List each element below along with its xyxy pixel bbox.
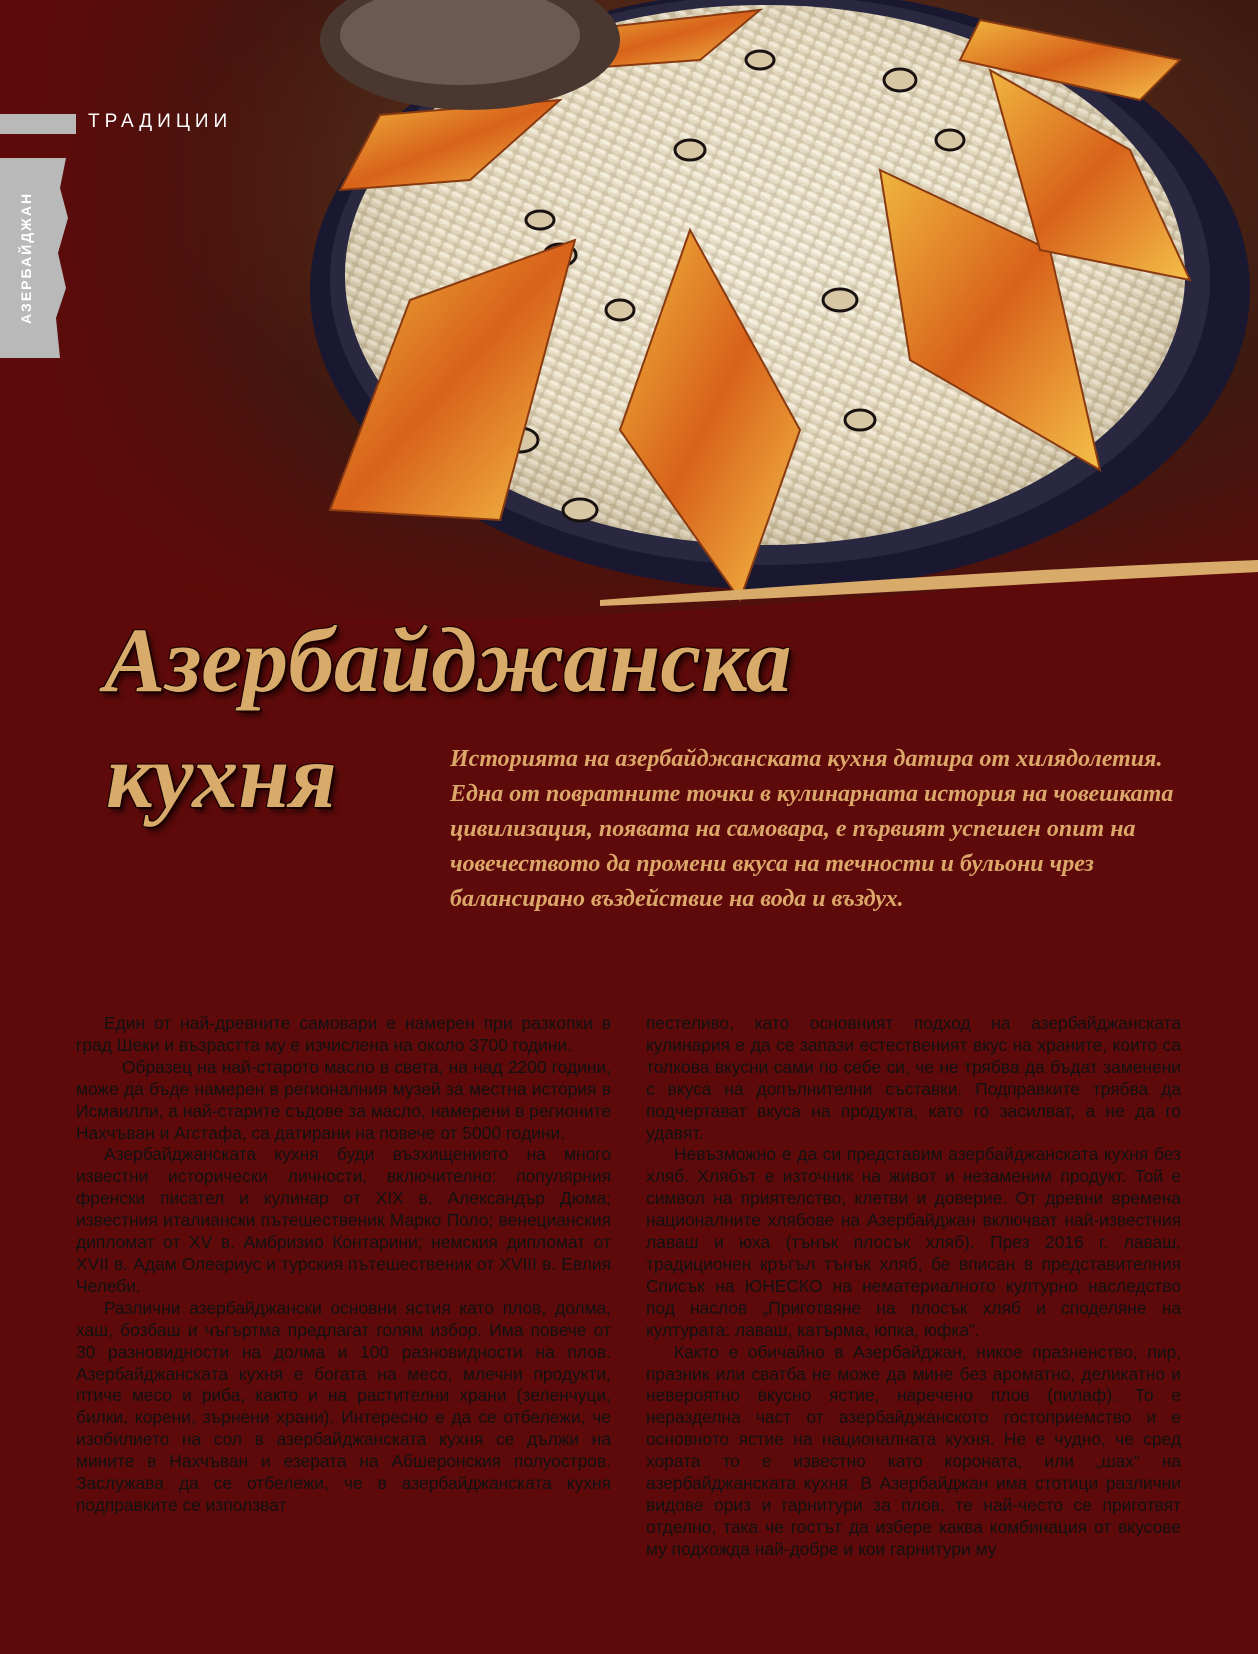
body-paragraph: пестеливо, като основният подход на азербайджанската кулинария е да се запази естественият вкус на храните, които са толкова вкусни сами по себе си, че не трябва да бъдат заменени с вкуса на допълнителни съставки. Подправките трябва да подчертават вкуса на продукта, като го засилват, а не да го удавят.	[646, 1013, 1181, 1143]
lead-paragraph: Историята на азербайджанската кухня датира от хилядолетия. Една от повратните точки в кулинарната история на човешката цивилизация, появата на самовара, е първият успешен опит на човечеството да промени вкуса на течности и бульони чрез балансирано въздействие на вода и въздух.	[450, 746, 1174, 912]
side-tab	[0, 158, 68, 358]
side-label: АЗЕРБАЙДЖАН	[18, 191, 34, 325]
section-label: ТРАДИЦИИ	[88, 111, 233, 132]
page-title-line2: кухня	[106, 725, 337, 827]
body-column-right	[646, 1013, 1181, 1561]
body-paragraph: Един от най-древните самовари е намерен при разкопки в град Шеки и възрастта му е изчислена на около 3700 години.	[76, 1013, 611, 1055]
body-paragraph: Азербайджанската кухня буди възхищението на много известни исторически личности, включително: популярния френски писател и кулинар от XIX в. Александър Дюма; известния италиански пътешественик Марко Поло; венецианския дипломат от XV в. Амбризио Контарини; немския дипломат от XVII в. Адам Олеариус и турския пътешественик от XVIII в. Евлия Челеби.	[76, 1144, 611, 1296]
body-paragraph: Както е обичайно в Азербайджан, никое празненство, пир, празник или сватба не може да мине без ароматно, деликатно и невероятно вкусно ястие, наречено плов (пилаф). То е неразделна част от азербайджанското гостоприемство и е основното ястие на националната кухня. Не е чудно, че сред хората то е известно като короната, или „шах“ на азербайджанската кухня. В Азербайджан има стотици различни видове ориз и гарнитури за плов, те най-често се приготвят отделно, така че гостът да избере каква комбинация от вкусове му подхожда най-добре и кои гарнитури му	[646, 1341, 1181, 1559]
body-paragraph: Образец на най-старото масло в света, на над 2200 години, може да бъде намерен в регионалния музей за местна история в Исмаилли, а най-старите съдове за масло, намерени в регионите Нахчъван и Агстафа, са датирани на повече от 5000 години.	[76, 1056, 611, 1143]
body-column-left	[76, 1013, 611, 1517]
body-paragraph: Невъзможно е да си представим азербайджанската кухня без хляб. Хлябът е източник на живот и незаменим продукт. Той е символ на приятелство, клетви и доверие. От древни времена националните хлябове на Азербайджан включват най-известния лаваш и юха (тънък плосък хляб). През 2016 г. лаваш, традиционен кръгъл тънък хляб, бе вписан в представителния Списък на ЮНЕСКО на нематериалното културно наследство под наслов „Приготвяне на плосък хляб и споделяне на културата: лаваш, катърма, юпка, юфка”.	[646, 1144, 1181, 1340]
food-photo	[0, 0, 1258, 620]
body-paragraph: Различни азербайджански основни ястия като плов, долма, хаш, бозбаш и чъгъртма предлагат голям избор. Има повече от 30 разновидности на долма и 100 разновидности на плов. Азербайджанската кухня е богата на месо, млечни продукти, птиче месо и риба, както и на растителни храни (зеленчуци, билки, корени, зърнени храни). Интересно е да се отбележи, че изобилието на сол в азербайджанската кухня се дължи на мините в Нахчъван и езерата на Абшеронския полуостров. Заслужава да се отбележи, че в азербайджанската кухня подправките се използват	[76, 1297, 611, 1515]
section-bar	[0, 114, 76, 134]
page-title-line1: Азербайджанска	[104, 609, 792, 711]
